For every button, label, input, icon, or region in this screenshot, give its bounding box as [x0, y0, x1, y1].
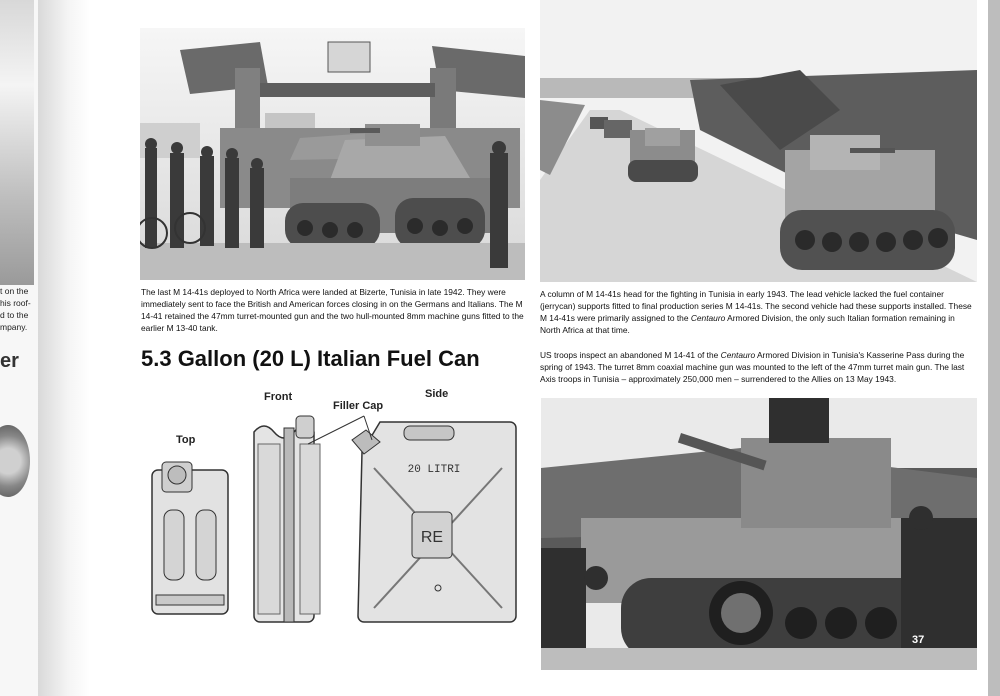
label-top-view: Top — [176, 434, 196, 446]
photo-tank-column — [540, 0, 977, 282]
previous-page-photo — [0, 0, 34, 285]
label-filler-cap: Filler Cap — [333, 400, 384, 412]
previous-page-heading-fragment: er — [0, 350, 19, 372]
previous-page-fragment — [0, 0, 39, 696]
caption-abandoned-tank: US troops inspect an abandoned M 14-41 of the Centauro Armored Division in Tunisia's Kasserine Pass during the spring of 1943. The turret 8mm coaxial machine gun was mounted to the left of the 47mm turret main gun. The last Axis troops in Tunisia – approximately 250,000 men – surrendered to the Allies on 13 May 1943. — [540, 350, 965, 384]
label-side-view: Side — [425, 388, 449, 400]
label-front-view: Front — [264, 391, 293, 403]
filler-cap-leader-line — [300, 410, 380, 450]
caption-landing-ship: The last M 14-41s deployed to North Africa were landed at Bizerte, Tunisia in late 1942. They were immediately sent to face the British and American forces closing in on the Germans and Italians. The M 14-41 retained the 47mm turret-mounted gun and the two hull-mounted 8mm machine guns fitted to the earlier M 13-40 tank. — [141, 287, 524, 333]
photo-abandoned-tank — [541, 398, 977, 670]
fuel-can-capacity-text: 20 LITRI — [407, 464, 461, 476]
previous-page-round-image — [0, 425, 30, 497]
book-gutter — [38, 0, 90, 696]
page-edge — [988, 0, 1000, 696]
page-number: 37 — [912, 634, 925, 646]
fuel-can-badge: RE — [420, 529, 444, 546]
photo-landing-ship — [140, 28, 525, 280]
previous-page-text: t on the his roof- d to the mpany. — [0, 286, 31, 332]
caption-tank-column: A column of M 14-41s head for the fighting in Tunisia in early 1943. The lead vehicle lacked the fuel container (jerrycan) supports fitted to final production series M 14-41s. The second vehicle had these supports installed. These M 14-41s were primarily assigned to the Centauro Armored Division, the only such Italian formation remaining in North Africa at that time. — [540, 289, 972, 335]
fuel-can-top-view — [150, 460, 232, 625]
section-title: 5.3 Gallon (20 L) Italian Fuel Can — [141, 346, 480, 371]
